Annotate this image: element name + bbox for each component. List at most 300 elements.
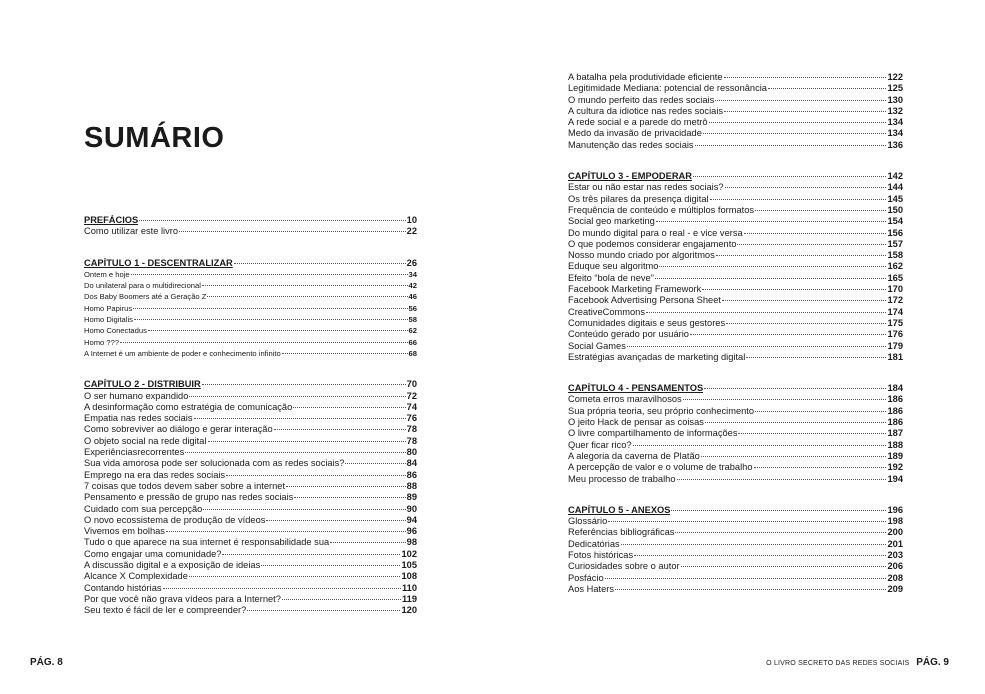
toc-entry-title: Homo Digitalis <box>84 315 133 325</box>
toc-entry <box>568 216 903 227</box>
toc-entry-title: O livre compartilhamento de informações <box>568 428 738 439</box>
toc-entry <box>84 583 417 594</box>
dot-leader <box>675 532 886 533</box>
toc-entry <box>568 95 903 106</box>
toc-chapter-heading <box>568 383 903 394</box>
toc-entry <box>568 239 903 250</box>
toc-entry-title: Social Games <box>568 340 626 351</box>
toc-entry <box>84 291 417 302</box>
dot-leader <box>615 589 886 590</box>
toc-entry-page: 142 <box>887 171 903 182</box>
footer-left <box>30 657 63 668</box>
dot-leader <box>139 220 405 221</box>
toc-chapter-heading <box>568 505 903 516</box>
toc-entry <box>84 470 417 481</box>
toc-entry-page: 105 <box>401 560 417 571</box>
toc-entry-title: Sua própria teoria, seu próprio conhecimento <box>568 405 755 416</box>
dot-leader <box>282 353 408 354</box>
toc-entry-page: 196 <box>887 504 903 515</box>
dot-leader <box>709 122 887 123</box>
toc-entry-title: Tudo o que aparece na sua internet é responsabilidade sua <box>84 537 330 548</box>
dot-leader <box>330 542 405 543</box>
dot-leader <box>134 319 408 320</box>
toc-entry-page: 70 <box>406 379 417 390</box>
toc-entry-title: Ontem e hoje <box>84 269 130 279</box>
toc-entry-page: 192 <box>887 462 903 473</box>
toc-entry-title: Pensamento e pressão de grupo nas redes sociais <box>84 492 294 503</box>
toc-entry-title: Glossário <box>568 516 608 527</box>
toc-entry-page: 78 <box>406 424 417 435</box>
left-page-number: PÁG. 8 <box>30 657 63 668</box>
toc-entry <box>84 402 417 413</box>
toc-entry <box>568 205 903 216</box>
toc-entry-page: 165 <box>887 272 903 283</box>
toc-section <box>84 215 417 238</box>
toc-entry-title: Fotos históricas <box>568 549 634 560</box>
toc-entry-page: 186 <box>887 417 903 428</box>
toc-entry <box>568 307 903 318</box>
toc-entry-page: 130 <box>887 94 903 105</box>
dot-leader <box>659 266 886 267</box>
toc-entry <box>568 261 903 272</box>
toc-entry-page: 203 <box>887 549 903 560</box>
dot-leader <box>715 100 886 101</box>
toc-entry <box>568 273 903 284</box>
dot-leader <box>681 566 887 567</box>
toc-entry <box>568 72 903 83</box>
dot-leader <box>345 463 405 464</box>
toc-entry <box>84 447 417 458</box>
dot-leader <box>261 565 400 566</box>
dot-leader <box>226 475 406 476</box>
dot-leader <box>605 578 887 579</box>
dot-leader <box>294 497 405 498</box>
toc-entry-title: O novo ecossistema de produção de vídeos <box>84 514 266 525</box>
dot-leader <box>768 88 887 89</box>
toc-entry <box>84 481 417 492</box>
toc-entry <box>568 584 903 595</box>
toc-entry-page: 56 <box>408 303 417 313</box>
dot-leader <box>120 342 408 343</box>
toc-entry-page: 88 <box>406 480 417 491</box>
toc-entry <box>84 458 417 469</box>
dot-leader <box>148 330 408 331</box>
toc-entry-title: Nosso mundo criado por algoritmos <box>568 250 715 261</box>
toc-entry-title: A percepção de valor e o volume de trabalho <box>568 462 753 473</box>
toc-entry <box>84 560 417 571</box>
toc-entry-page: 66 <box>408 337 417 347</box>
toc-entry-title: Posfácio <box>568 572 604 583</box>
toc-entry <box>568 228 903 239</box>
toc-entry <box>84 303 417 314</box>
toc-entry-title: Meu processo de trabalho <box>568 473 676 484</box>
toc-entry-title: O ser humano expandido <box>84 390 189 401</box>
dot-leader <box>737 244 886 245</box>
toc-entry <box>568 440 903 451</box>
dot-leader <box>710 199 887 200</box>
toc-entry-page: 80 <box>406 447 417 458</box>
toc-entry-page: 145 <box>887 193 903 204</box>
dot-leader <box>695 145 887 146</box>
dot-leader <box>705 422 887 423</box>
toc-entry <box>568 527 903 538</box>
toc-entry-title: Cometa erros maravilhosos <box>568 394 682 405</box>
dot-leader <box>179 231 406 232</box>
toc-chapter-heading <box>568 171 903 182</box>
toc-entry-title: A rede social e a parede do metrô <box>568 117 708 128</box>
toc-entry-page: 209 <box>887 583 903 594</box>
toc-entry <box>568 128 903 139</box>
dot-leader <box>189 576 401 577</box>
toc-entry-title: Frequência de conteúdo e múltiplos formatos <box>568 204 755 215</box>
toc-entry <box>568 394 903 405</box>
toc-entry-page: 189 <box>887 450 903 461</box>
dot-leader <box>754 467 887 468</box>
toc-entry-page: 102 <box>401 548 417 559</box>
dot-leader <box>746 357 886 358</box>
toc-entry-title: Contando histórias <box>84 582 162 593</box>
toc-entry-page: 208 <box>887 572 903 583</box>
toc-entry-page: 198 <box>887 516 903 527</box>
toc-entry <box>568 83 903 94</box>
toc-entry-title: A desinformação como estratégia de comunicação <box>84 401 293 412</box>
toc-entry-page: 186 <box>887 405 903 416</box>
toc-entry <box>568 451 903 462</box>
toc-entry-title: O jeito Hack de pensar as coisas <box>568 417 704 428</box>
toc-entry-title: Do mundo digital para o real - e vice versa <box>568 227 743 238</box>
dot-leader <box>755 411 886 412</box>
dot-leader <box>194 418 406 419</box>
toc-entry-page: 144 <box>887 182 903 193</box>
dot-leader <box>202 285 408 286</box>
toc-entry-page: 68 <box>408 348 417 358</box>
dot-leader <box>282 599 401 600</box>
toc-entry <box>568 194 903 205</box>
dot-leader <box>716 255 887 256</box>
dot-leader <box>202 384 406 385</box>
toc-entry-title: CAPÍTULO 3 - EMPODERAR <box>568 171 692 182</box>
toc-entry-title: Manutenção das redes sociais <box>568 139 694 150</box>
toc-entry-title: Curiosidades sobre o autor <box>568 561 680 572</box>
toc-entry <box>568 417 903 428</box>
toc-entry <box>84 492 417 503</box>
toc-entry-page: 174 <box>887 306 903 317</box>
dot-leader <box>704 388 886 389</box>
dot-leader <box>621 544 887 545</box>
toc-entry <box>84 594 417 605</box>
dot-leader <box>274 429 406 430</box>
toc-entry-page: 76 <box>406 413 417 424</box>
toc-entry <box>84 537 417 548</box>
dot-leader <box>683 399 887 400</box>
dot-leader <box>671 510 886 511</box>
dot-leader <box>690 334 887 335</box>
toc-entry <box>84 269 417 280</box>
toc-entry-title: Alcance X Complexidade <box>84 571 188 582</box>
dot-leader <box>207 296 407 297</box>
toc-entry <box>568 406 903 417</box>
toc-entry <box>84 348 417 359</box>
toc-entry-page: 134 <box>887 128 903 139</box>
toc-entry <box>84 436 417 447</box>
toc-entry-title: Como sobreviver ao diálogo e gerar interação <box>84 424 273 435</box>
toc-entry <box>84 413 417 424</box>
dot-leader <box>744 233 887 234</box>
toc-entry-page: 90 <box>406 503 417 514</box>
dot-leader <box>656 221 887 222</box>
toc-entry <box>568 106 903 117</box>
dot-leader <box>726 323 886 324</box>
toc-entry-title: Homo ??? <box>84 337 120 347</box>
toc-entry-title: CAPÍTULO 2 - DISTRIBUIR <box>84 379 201 390</box>
toc-entry <box>568 117 903 128</box>
toc-entry-title: 7 coisas que todos devem saber sobre a internet <box>84 480 286 491</box>
toc-section <box>568 505 903 595</box>
toc-left-column <box>84 215 417 637</box>
toc-entry-title: Dos Baby Boomers até a Geração Z <box>84 292 207 302</box>
toc-entry-title: A cultura da idiotice nas redes sociais <box>568 105 724 116</box>
toc-entry-title: Referências bibliográficas <box>568 527 675 538</box>
toc-entry <box>84 280 417 291</box>
toc-entry-title: Quer ficar rico? <box>568 439 632 450</box>
dot-leader <box>724 111 886 112</box>
toc-entry <box>568 341 903 352</box>
toc-entry-page: 78 <box>406 435 417 446</box>
dot-leader <box>738 433 886 434</box>
toc-entry-page: 74 <box>406 401 417 412</box>
toc-entry-page: 176 <box>887 329 903 340</box>
toc-entry-title: CAPÍTULO 4 - PENSAMENTOS <box>568 383 704 394</box>
toc-entry <box>568 474 903 485</box>
toc-entry <box>84 605 417 616</box>
toc-entry-page: 179 <box>887 340 903 351</box>
toc-entry-page: 125 <box>887 83 903 94</box>
toc-entry-title: Emprego na era das redes sociais <box>84 469 226 480</box>
dot-leader <box>293 407 405 408</box>
footer-right <box>766 657 949 668</box>
dot-leader <box>203 509 405 510</box>
toc-entry <box>568 516 903 527</box>
toc-entry <box>568 329 903 340</box>
toc-entry-title: Conteúdo gerado por usuário <box>568 329 689 340</box>
toc-entry-title: Os três pilares da presença digital <box>568 193 709 204</box>
dot-leader <box>646 312 887 313</box>
toc-chapter-heading <box>84 379 417 390</box>
dot-leader <box>724 77 887 78</box>
toc-section <box>568 171 903 363</box>
toc-entry-page: 96 <box>406 526 417 537</box>
toc-entry-page: 175 <box>887 317 903 328</box>
toc-entry-title: A discussão digital e a exposição de ideias <box>84 560 261 571</box>
toc-entry-page: 132 <box>887 105 903 116</box>
dot-leader <box>703 133 887 134</box>
toc-entry-title: Aos Haters <box>568 583 614 594</box>
toc-entry-title: A Internet é um ambiente de poder e conhecimento infinito <box>84 348 281 358</box>
toc-chapter-heading <box>84 215 417 226</box>
toc-section <box>568 383 903 485</box>
dot-leader <box>189 396 405 397</box>
toc-entry <box>84 337 417 348</box>
toc-entry-page: 162 <box>887 261 903 272</box>
toc-entry <box>84 314 417 325</box>
dot-leader <box>722 300 887 301</box>
dot-leader <box>185 452 405 453</box>
toc-entry-page: 206 <box>887 561 903 572</box>
dot-leader <box>133 308 407 309</box>
toc-entry-page: 194 <box>887 473 903 484</box>
dot-leader <box>222 554 400 555</box>
toc-entry <box>568 250 903 261</box>
dot-leader <box>166 531 406 532</box>
toc-entry-page: 156 <box>887 227 903 238</box>
dot-leader <box>247 610 400 611</box>
toc-entry-page: 120 <box>401 605 417 616</box>
dot-leader <box>286 486 406 487</box>
dot-leader <box>702 289 886 290</box>
toc-entry-page: 187 <box>887 428 903 439</box>
toc-entry <box>84 526 417 537</box>
book-title: O LIVRO SECRETO DAS REDES SOCIAIS <box>766 660 910 667</box>
toc-entry <box>84 549 417 560</box>
toc-entry-page: 134 <box>887 117 903 128</box>
toc-section <box>568 72 903 151</box>
dot-leader <box>693 176 887 177</box>
toc-entry-title: Medo da invasão de privacidade <box>568 128 702 139</box>
toc-entry-title: Empatia nas redes sociais <box>84 413 193 424</box>
toc-entry-title: Eduque seu algoritmo <box>568 261 659 272</box>
toc-entry <box>568 561 903 572</box>
toc-entry-page: 119 <box>402 593 417 604</box>
toc-entry-title: Cuidado com sua percepção <box>84 503 203 514</box>
dot-leader <box>266 520 405 521</box>
toc-entry-title: Facebook Advertising Persona Sheet <box>568 295 721 306</box>
toc-entry-page: 58 <box>408 315 417 325</box>
toc-entry-page: 62 <box>408 326 417 336</box>
dot-leader <box>131 274 408 275</box>
right-page-number: PÁG. 9 <box>916 657 949 668</box>
toc-entry-title: Efeito “bola de neve” <box>568 272 654 283</box>
toc-entry-page: 22 <box>406 226 417 237</box>
toc-entry <box>84 571 417 582</box>
toc-entry <box>568 462 903 473</box>
toc-entry <box>568 573 903 584</box>
toc-entry-title: Estar ou não estar nas redes sociais? <box>568 182 724 193</box>
toc-entry <box>568 352 903 363</box>
toc-entry-page: 34 <box>408 269 417 279</box>
dot-leader <box>655 278 887 279</box>
toc-entry-page: 172 <box>887 295 903 306</box>
dot-leader <box>633 445 887 446</box>
toc-entry-title: CreativeCommons <box>568 306 645 317</box>
toc-entry-title: O que podemos considerar engajamento <box>568 238 737 249</box>
toc-entry-page: 98 <box>406 537 417 548</box>
toc-entry-page: 181 <box>887 351 903 362</box>
toc-entry-page: 72 <box>406 390 417 401</box>
toc-entry-title: Experiênciasrecorrentes <box>84 447 185 458</box>
toc-entry <box>568 182 903 193</box>
toc-entry <box>568 295 903 306</box>
toc-entry-title: Seu texto é fácil de ler e compreender? <box>84 605 247 616</box>
toc-entry-page: 108 <box>401 571 417 582</box>
toc-entry <box>568 140 903 151</box>
toc-entry-page: 10 <box>406 215 417 225</box>
dot-leader <box>677 479 887 480</box>
toc-entry-title: A batalha pela produtividade eficiente <box>568 72 723 82</box>
dot-leader <box>701 456 887 457</box>
toc-entry-title: CAPÍTULO 1 - DESCENTRALIZAR <box>84 257 233 268</box>
toc-entry-page: 157 <box>887 238 903 249</box>
dot-leader <box>725 187 887 188</box>
toc-entry <box>84 424 417 435</box>
dot-leader <box>634 555 886 556</box>
toc-entry-page: 201 <box>887 538 903 549</box>
toc-right-column <box>568 72 903 615</box>
toc-entry <box>84 325 417 336</box>
dot-leader <box>234 263 406 264</box>
toc-entry-title: O objeto social na rede digital <box>84 435 207 446</box>
dot-leader <box>208 441 406 442</box>
toc-entry-page: 110 <box>402 582 417 593</box>
toc-entry-page: 89 <box>406 492 417 503</box>
toc-entry-page: 84 <box>406 458 417 469</box>
toc-entry-page: 94 <box>406 514 417 525</box>
toc-entry-title: Facebook Marketing Framework <box>568 284 702 295</box>
toc-entry-page: 26 <box>406 257 417 268</box>
dot-leader <box>608 521 886 522</box>
toc-entry-title: A alegoria da caverna de Platão <box>568 450 700 461</box>
toc-entry-title: Dedicatórias <box>568 538 620 549</box>
dot-leader <box>755 210 886 211</box>
toc-entry-title: Como engajar uma comunidade? <box>84 548 222 559</box>
toc-entry-page: 42 <box>408 281 417 291</box>
toc-entry-page: 86 <box>406 469 417 480</box>
toc-entry-page: 184 <box>887 383 903 394</box>
toc-entry-page: 200 <box>887 527 903 538</box>
toc-entry-title: Sua vida amorosa pode ser solucionada com as redes sociais? <box>84 458 345 469</box>
toc-entry-title: Homo Papirus <box>84 303 133 313</box>
toc-entry <box>568 428 903 439</box>
page-title: SUMÁRIO <box>84 122 225 154</box>
toc-entry-page: 122 <box>887 72 903 82</box>
toc-entry-title: Legitimidade Mediana: potencial de ressonância <box>568 83 767 94</box>
toc-entry-title: Vivemos em bolhas <box>84 526 165 537</box>
toc-entry <box>568 284 903 295</box>
toc-entry-page: 136 <box>887 139 903 150</box>
toc-entry-page: 154 <box>887 216 903 227</box>
toc-entry <box>568 539 903 550</box>
toc-entry-title: PREFÁCIOS <box>84 215 139 225</box>
toc-entry-title: O mundo perfeito das redes sociais <box>568 94 715 105</box>
toc-entry-title: Do unilateral para o multidirecional <box>84 281 201 291</box>
toc-entry-title: Por que você não grava vídeos para a Internet? <box>84 593 281 604</box>
toc-entry-page: 46 <box>408 292 417 302</box>
toc-entry-page: 186 <box>887 394 903 405</box>
toc-entry <box>84 226 417 237</box>
toc-entry-title: Homo Conectadus <box>84 326 147 336</box>
toc-section <box>84 379 417 616</box>
dot-leader <box>163 588 401 589</box>
toc-entry-title: Social geo marketing <box>568 216 655 227</box>
toc-entry-title: CAPÍTULO 5 - ANEXOS <box>568 504 671 515</box>
toc-entry-page: 188 <box>887 439 903 450</box>
toc-entry-title: Comunidades digitais e seus gestores <box>568 317 726 328</box>
toc-entry-page: 170 <box>887 284 903 295</box>
toc-section <box>84 258 417 360</box>
toc-entry-page: 158 <box>887 250 903 261</box>
toc-entry <box>84 391 417 402</box>
toc-entry <box>568 318 903 329</box>
dot-leader <box>627 346 887 347</box>
